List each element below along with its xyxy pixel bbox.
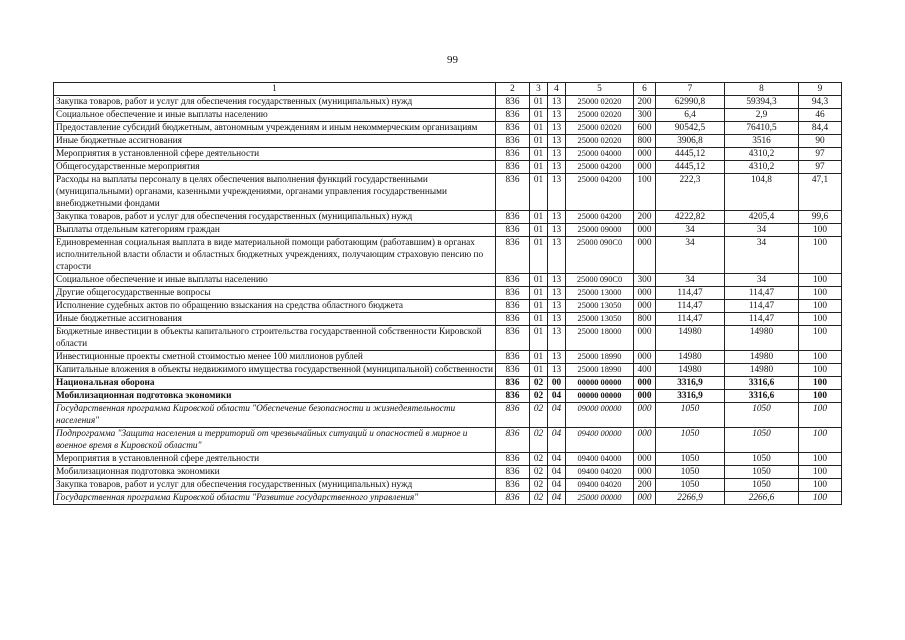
execution-percent-cell: 100 [799,351,842,364]
subsection-cell: 04 [548,466,566,479]
section-cell: 01 [530,211,548,224]
planned-amount-cell: 3316,9 [656,390,725,403]
admin-code-cell: 836 [496,148,530,161]
section-cell: 01 [530,351,548,364]
target-article-cell: 25000 13050 [566,300,634,313]
subsection-cell: 13 [548,313,566,326]
row-name-cell: Мобилизационная подготовка экономики [54,390,496,403]
subsection-cell: 13 [548,300,566,313]
execution-percent-cell: 94,3 [799,96,842,109]
expense-type-cell: 200 [634,479,656,492]
expense-type-cell: 600 [634,122,656,135]
expense-type-cell: 000 [634,453,656,466]
table-row [54,237,842,274]
expense-type-cell: 000 [634,390,656,403]
admin-code-cell: 836 [496,351,530,364]
row-name-cell: Другие общегосударственные вопросы [54,287,496,300]
actual-amount-cell: 34 [725,237,799,274]
subsection-cell: 13 [548,224,566,237]
section-cell: 01 [530,135,548,148]
table-body [54,96,842,505]
admin-code-cell: 836 [496,453,530,466]
admin-code-cell: 836 [496,492,530,505]
section-cell: 02 [530,403,548,428]
table-row [54,135,842,148]
expense-type-cell: 000 [634,237,656,274]
section-cell: 01 [530,122,548,135]
column-header: 1 [54,83,496,96]
subsection-cell: 13 [548,237,566,274]
actual-amount-cell: 4310,2 [725,148,799,161]
target-article-cell: 09400 00000 [566,428,634,453]
target-article-cell: 25000 02020 [566,135,634,148]
table-row [54,109,842,122]
actual-amount-cell: 76410,5 [725,122,799,135]
column-header: 2 [496,83,530,96]
execution-percent-cell: 100 [799,287,842,300]
actual-amount-cell: 14980 [725,351,799,364]
subsection-cell: 04 [548,390,566,403]
subsection-cell: 04 [548,453,566,466]
planned-amount-cell: 62990,8 [656,96,725,109]
actual-amount-cell: 4310,2 [725,161,799,174]
row-name-cell: Мероприятия в установленной сфере деятельности [54,148,496,161]
expense-type-cell: 000 [634,161,656,174]
row-name-cell: Капитальные вложения в объекты недвижимого имущества государственной (муниципальной) собственности [54,364,496,377]
column-header: 4 [548,83,566,96]
row-name-cell: Закупка товаров, работ и услуг для обеспечения государственных (муниципальных) нужд [54,96,496,109]
subsection-cell: 13 [548,274,566,287]
target-article-cell: 25000 09000 [566,224,634,237]
row-name-cell: Государственная программа Кировской области "Развитие государственного управления" [54,492,496,505]
subsection-cell: 13 [548,174,566,211]
actual-amount-cell: 1050 [725,466,799,479]
table-row [54,96,842,109]
target-article-cell: 09400 04020 [566,466,634,479]
table-header-row [54,83,842,96]
subsection-cell: 13 [548,161,566,174]
execution-percent-cell: 100 [799,300,842,313]
target-article-cell: 09400 04020 [566,479,634,492]
table-row [54,453,842,466]
execution-percent-cell: 47,1 [799,174,842,211]
planned-amount-cell: 14980 [656,364,725,377]
table-row [54,122,842,135]
actual-amount-cell: 114,47 [725,300,799,313]
section-cell: 01 [530,274,548,287]
actual-amount-cell: 2,9 [725,109,799,122]
admin-code-cell: 836 [496,211,530,224]
subsection-cell: 13 [548,148,566,161]
expense-type-cell: 000 [634,428,656,453]
section-cell: 01 [530,224,548,237]
admin-code-cell: 836 [496,135,530,148]
row-name-cell: Иные бюджетные ассигнования [54,313,496,326]
actual-amount-cell: 1050 [725,428,799,453]
target-article-cell: 25000 02020 [566,96,634,109]
section-cell: 02 [530,390,548,403]
execution-percent-cell: 100 [799,403,842,428]
admin-code-cell: 836 [496,287,530,300]
row-name-cell: Инвестиционные проекты сметной стоимостью менее 100 миллионов рублей [54,351,496,364]
admin-code-cell: 836 [496,326,530,351]
target-article-cell: 25000 04200 [566,161,634,174]
section-cell: 02 [530,428,548,453]
section-cell: 01 [530,109,548,122]
planned-amount-cell: 1050 [656,466,725,479]
row-name-cell: Расходы на выплаты персоналу в целях обеспечения выполнения функций государственными (муниципальными) органами, казенными учреждениями, органами управления государственными внебюджетными фондами [54,174,496,211]
table-row [54,174,842,211]
actual-amount-cell: 59394,3 [725,96,799,109]
target-article-cell: 25000 02020 [566,122,634,135]
execution-percent-cell: 99,6 [799,211,842,224]
section-cell: 01 [530,364,548,377]
actual-amount-cell: 4205,4 [725,211,799,224]
actual-amount-cell: 1050 [725,453,799,466]
planned-amount-cell: 34 [656,274,725,287]
execution-percent-cell: 100 [799,492,842,505]
actual-amount-cell: 114,47 [725,313,799,326]
planned-amount-cell: 2266,9 [656,492,725,505]
planned-amount-cell: 1050 [656,428,725,453]
admin-code-cell: 836 [496,313,530,326]
expense-type-cell: 300 [634,274,656,287]
section-cell: 01 [530,148,548,161]
budget-table [53,82,842,505]
subsection-cell: 04 [548,403,566,428]
admin-code-cell: 836 [496,377,530,390]
admin-code-cell: 836 [496,364,530,377]
admin-code-cell: 836 [496,109,530,122]
table-row [54,492,842,505]
planned-amount-cell: 90542,5 [656,122,725,135]
target-article-cell: 25000 18990 [566,351,634,364]
table-row [54,479,842,492]
subsection-cell: 04 [548,492,566,505]
expense-type-cell: 800 [634,135,656,148]
table-row [54,351,842,364]
table-row [54,390,842,403]
actual-amount-cell: 14980 [725,364,799,377]
target-article-cell: 25000 18990 [566,364,634,377]
row-name-cell: Социальное обеспечение и иные выплаты населению [54,109,496,122]
table-row [54,428,842,453]
column-header: 3 [530,83,548,96]
section-cell: 02 [530,453,548,466]
admin-code-cell: 836 [496,479,530,492]
expense-type-cell: 100 [634,174,656,211]
section-cell: 01 [530,300,548,313]
section-cell: 01 [530,174,548,211]
admin-code-cell: 836 [496,428,530,453]
actual-amount-cell: 114,47 [725,287,799,300]
admin-code-cell: 836 [496,224,530,237]
section-cell: 02 [530,492,548,505]
expense-type-cell: 000 [634,326,656,351]
expense-type-cell: 000 [634,287,656,300]
planned-amount-cell: 114,47 [656,300,725,313]
execution-percent-cell: 100 [799,326,842,351]
planned-amount-cell: 4222,82 [656,211,725,224]
column-header: 5 [566,83,634,96]
section-cell: 01 [530,326,548,351]
admin-code-cell: 836 [496,390,530,403]
admin-code-cell: 836 [496,466,530,479]
execution-percent-cell: 100 [799,479,842,492]
subsection-cell: 13 [548,135,566,148]
expense-type-cell: 000 [634,300,656,313]
actual-amount-cell: 3316,6 [725,390,799,403]
execution-percent-cell: 100 [799,377,842,390]
planned-amount-cell: 3906,8 [656,135,725,148]
execution-percent-cell: 84,4 [799,122,842,135]
subsection-cell: 00 [548,377,566,390]
row-name-cell: Бюджетные инвестиции в объекты капитального строительства государственной собственности Кировской области [54,326,496,351]
target-article-cell: 25000 18000 [566,326,634,351]
admin-code-cell: 836 [496,237,530,274]
table-row [54,364,842,377]
row-name-cell: Социальное обеспечение и иные выплаты населению [54,274,496,287]
section-cell: 02 [530,377,548,390]
admin-code-cell: 836 [496,122,530,135]
table-row [54,403,842,428]
row-name-cell: Национальная оборона [54,377,496,390]
table-row [54,161,842,174]
actual-amount-cell: 3316,6 [725,377,799,390]
table-row [54,313,842,326]
target-article-cell: 25000 13050 [566,313,634,326]
table-row [54,300,842,313]
execution-percent-cell: 100 [799,453,842,466]
section-cell: 01 [530,96,548,109]
execution-percent-cell: 100 [799,364,842,377]
execution-percent-cell: 90 [799,135,842,148]
row-name-cell: Закупка товаров, работ и услуг для обеспечения государственных (муниципальных) нужд [54,479,496,492]
page-number: 99 [447,54,458,66]
row-name-cell: Предоставление субсидий бюджетным, автономным учреждениям и иным некоммерческим организациям [54,122,496,135]
execution-percent-cell: 100 [799,313,842,326]
expense-type-cell: 000 [634,148,656,161]
table-row [54,274,842,287]
execution-percent-cell: 100 [799,237,842,274]
column-header: 6 [634,83,656,96]
target-article-cell: 25000 02020 [566,109,634,122]
column-header: 7 [656,83,725,96]
actual-amount-cell: 1050 [725,479,799,492]
subsection-cell: 13 [548,211,566,224]
actual-amount-cell: 2266,6 [725,492,799,505]
admin-code-cell: 836 [496,300,530,313]
admin-code-cell: 836 [496,174,530,211]
planned-amount-cell: 6,4 [656,109,725,122]
table-row [54,326,842,351]
subsection-cell: 13 [548,364,566,377]
execution-percent-cell: 100 [799,274,842,287]
target-article-cell: 25000 13000 [566,287,634,300]
expense-type-cell: 000 [634,403,656,428]
planned-amount-cell: 34 [656,224,725,237]
target-article-cell: 00000 00000 [566,390,634,403]
target-article-cell: 25000 090С0 [566,237,634,274]
subsection-cell: 13 [548,96,566,109]
subsection-cell: 13 [548,122,566,135]
target-article-cell: 25000 00000 [566,492,634,505]
actual-amount-cell: 14980 [725,326,799,351]
admin-code-cell: 836 [496,96,530,109]
row-name-cell: Закупка товаров, работ и услуг для обеспечения государственных (муниципальных) нужд [54,211,496,224]
planned-amount-cell: 114,47 [656,313,725,326]
column-header: 9 [799,83,842,96]
target-article-cell: 25000 04200 [566,211,634,224]
table-row [54,211,842,224]
column-header: 8 [725,83,799,96]
planned-amount-cell: 3316,9 [656,377,725,390]
planned-amount-cell: 1050 [656,479,725,492]
execution-percent-cell: 97 [799,161,842,174]
planned-amount-cell: 34 [656,237,725,274]
section-cell: 02 [530,479,548,492]
actual-amount-cell: 104,8 [725,174,799,211]
expense-type-cell: 000 [634,492,656,505]
table-row [54,466,842,479]
planned-amount-cell: 4445,12 [656,148,725,161]
actual-amount-cell: 34 [725,224,799,237]
admin-code-cell: 836 [496,274,530,287]
table-row [54,287,842,300]
actual-amount-cell: 1050 [725,403,799,428]
execution-percent-cell: 100 [799,224,842,237]
planned-amount-cell: 14980 [656,351,725,364]
target-article-cell: 25000 04000 [566,148,634,161]
row-name-cell: Государственная программа Кировской области "Обеспечение безопасности и жизнедеятельности населения" [54,403,496,428]
subsection-cell: 04 [548,428,566,453]
execution-percent-cell: 100 [799,428,842,453]
execution-percent-cell: 100 [799,390,842,403]
row-name-cell: Единовременная социальная выплата в виде материальной помощи работающим (работавшим) в органах исполнительной власти области и областных бюджетных учреждениях, получающим страховую пенсию по старости [54,237,496,274]
table-row [54,148,842,161]
actual-amount-cell: 3516 [725,135,799,148]
section-cell: 01 [530,313,548,326]
execution-percent-cell: 97 [799,148,842,161]
section-cell: 01 [530,287,548,300]
table-row [54,224,842,237]
expense-type-cell: 000 [634,224,656,237]
execution-percent-cell: 46 [799,109,842,122]
admin-code-cell: 836 [496,403,530,428]
planned-amount-cell: 222,3 [656,174,725,211]
row-name-cell: Выплаты отдельным категориям граждан [54,224,496,237]
row-name-cell: Иные бюджетные ассигнования [54,135,496,148]
expense-type-cell: 800 [634,313,656,326]
planned-amount-cell: 4445,12 [656,161,725,174]
target-article-cell: 25000 04200 [566,174,634,211]
admin-code-cell: 836 [496,161,530,174]
execution-percent-cell: 100 [799,466,842,479]
expense-type-cell: 000 [634,466,656,479]
subsection-cell: 04 [548,479,566,492]
row-name-cell: Мобилизационная подготовка экономики [54,466,496,479]
planned-amount-cell: 114,47 [656,287,725,300]
planned-amount-cell: 14980 [656,326,725,351]
expense-type-cell: 300 [634,109,656,122]
expense-type-cell: 200 [634,211,656,224]
expense-type-cell: 200 [634,96,656,109]
section-cell: 01 [530,161,548,174]
expense-type-cell: 400 [634,364,656,377]
subsection-cell: 13 [548,287,566,300]
target-article-cell: 00000 00000 [566,377,634,390]
target-article-cell: 09000 00000 [566,403,634,428]
expense-type-cell: 000 [634,351,656,364]
planned-amount-cell: 1050 [656,403,725,428]
expense-type-cell: 000 [634,377,656,390]
row-name-cell: Общегосударственные мероприятия [54,161,496,174]
actual-amount-cell: 34 [725,274,799,287]
section-cell: 01 [530,237,548,274]
planned-amount-cell: 1050 [656,453,725,466]
table-row [54,377,842,390]
target-article-cell: 09400 04000 [566,453,634,466]
subsection-cell: 13 [548,109,566,122]
row-name-cell: Мероприятия в установленной сфере деятельности [54,453,496,466]
subsection-cell: 13 [548,326,566,351]
row-name-cell: Подпрограмма "Защита населения и территорий от чрезвычайных ситуаций и опасностей в мирное и военное время в Кировской области" [54,428,496,453]
row-name-cell: Исполнение судебных актов по обращению взыскания на средства областного бюджета [54,300,496,313]
section-cell: 02 [530,466,548,479]
target-article-cell: 25000 090С0 [566,274,634,287]
subsection-cell: 13 [548,351,566,364]
